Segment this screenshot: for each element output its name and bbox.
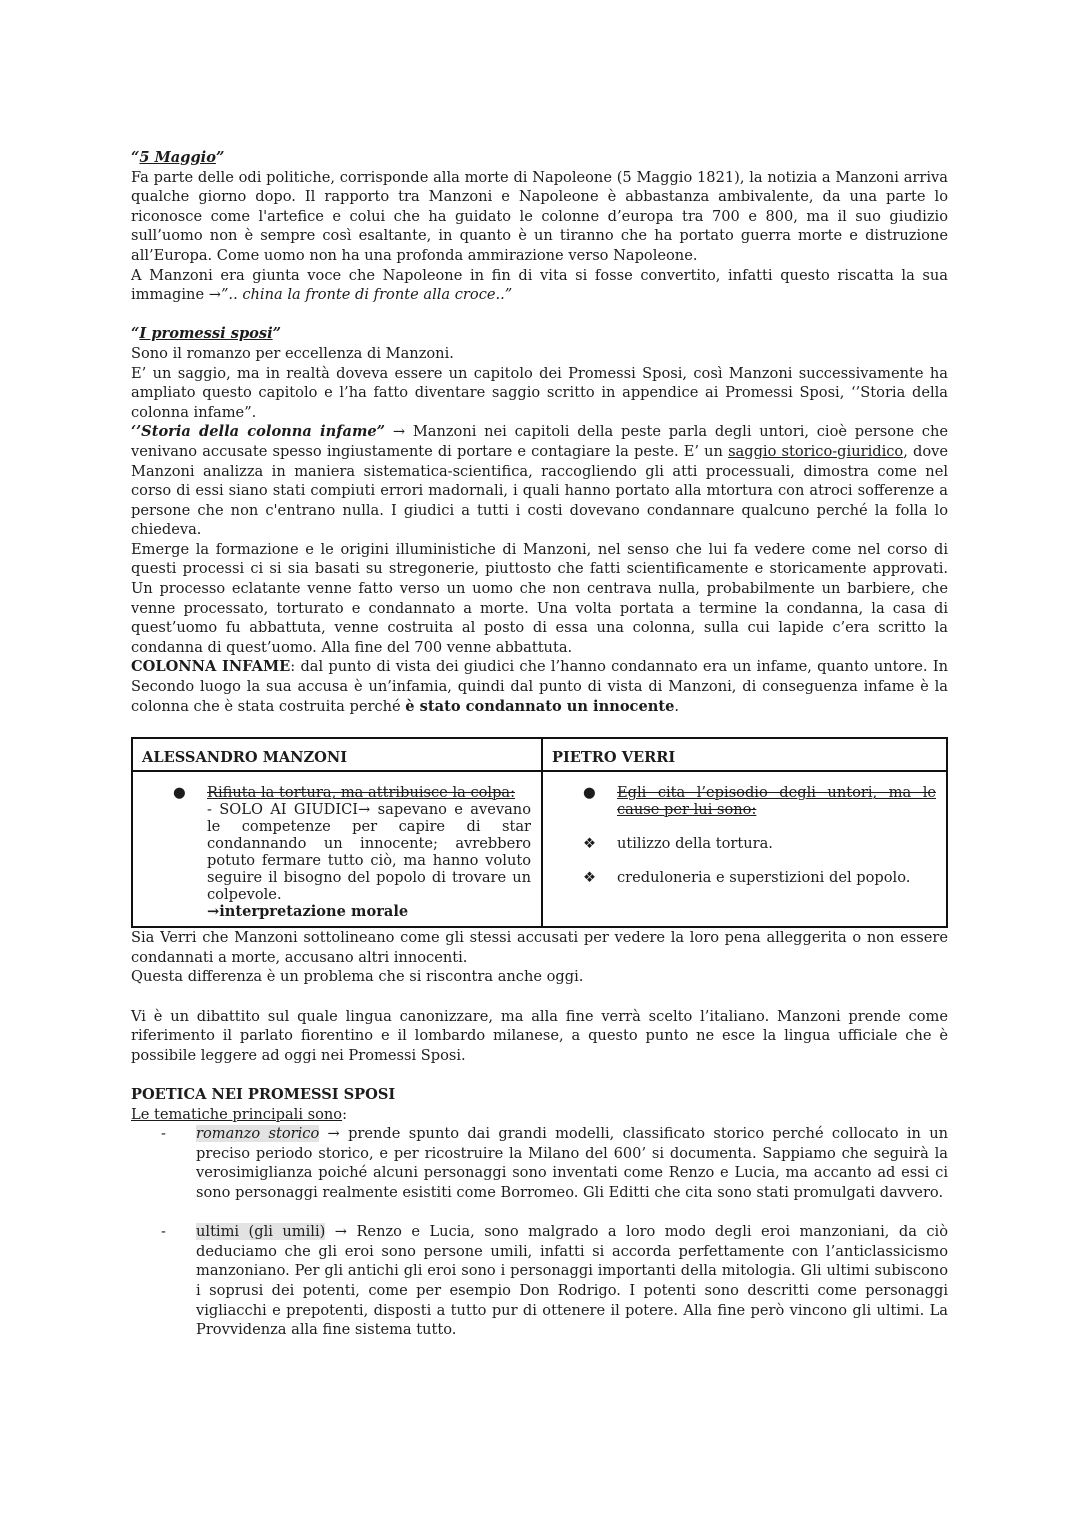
inline-label: COLONNA INFAME [131, 658, 291, 676]
table-header-verri: PIETRO VERRI [542, 738, 947, 771]
table-header-manzoni: ALESSANDRO MANZONI [132, 738, 542, 771]
bullet-icon: ● [583, 784, 596, 802]
section-heading-5-maggio: “5 Maggio” [131, 149, 225, 166]
list-item: - romanzo storico → prende spunto dai grandi modelli, classificato storico perché collocato in un preciso periodo storico, e per ricostruire la Milano del 600’ si documenta. Sappiamo che seguirà la verosimiglianza poiché alcuni personaggi sono inventati come Renzo e Lucia, ma accanto ad essi ci sono personaggi realmente esistiti come Borromeo. Gli Editti che cita sono stati promulgati davvero. [161, 1125, 948, 1201]
dash-icon: - [161, 1125, 166, 1143]
paragraph: COLONNA INFAME: dal punto di vista dei giudici che l’hanno condannato era un infame, quanto untore. In Secondo luogo la sua accusa è un’infamia, quindi dal punto di vista di Manzoni, di conseguenza infame è la colonna che è stata costruita perché è stato condannato un innocente. [131, 658, 948, 715]
bold-phrase: è stato condannato un innocente [405, 697, 675, 715]
list-item: ● Egli cita l’episodio degli untori, ma le cause per lui sono: [543, 784, 936, 818]
paragraph: Sono il romanzo per eccellenza di Manzoni. [131, 344, 454, 362]
paragraph: Emerge la formazione e le origini illuministiche di Manzoni, nel senso che lui fa vedere come nel corso di questi processi ci si sia basati su stregonerie, piuttosto che fatti scientificamente e storicamente approvati. Un processo eclatante venne fatto verso un uomo che non centrava nulla, probabilmente un barbiere, che venne processato, torturato e condannato a morte. Una volta portata a termine la condanna, la casa di quest’uomo fu abbattuta, venne costruita al posto di essa una colonna, sulla cui lapide c’era scritto la condanna di quest’uomo. Alla fine del 700 venne abbattuta. [131, 540, 948, 656]
paragraph: Sia Verri che Manzoni sottolineano come gli stessi accusati per vedere la loro pena alleggerita o non essere condannati a morte, accusano altri innocenti. [131, 929, 948, 966]
bullet-icon: ● [173, 784, 186, 802]
section-heading-poetica: POETICA NEI PROMESSI SPOSI [131, 1085, 396, 1103]
dash-icon: - [161, 1223, 166, 1241]
comparison-table [131, 737, 948, 928]
heading-title: 5 Maggio [139, 149, 216, 166]
diamond-icon: ❖ [583, 869, 597, 887]
table-cell-manzoni [132, 771, 542, 927]
paragraph: A Manzoni era giunta voce che Napoleone in fin di vita si fosse convertito, infatti questo riscatta la sua immagine →”.. china la fronte di fronte alla croce..” [131, 266, 948, 304]
list-item: - ultimi (gli umili) → Renzo e Lucia, sono malgrado a loro modo degli eroi manzoniani, da ciò deduciamo che gli eroi sono persone umili, infatti si accorda perfettamente con l’anticlassicismo manzoniano. Per gli antichi gli eroi sono i personaggi importanti della mitologia. Gli ultimi subiscono i soprusi dei potenti, come per esempio Don Rodrigo. I potenti sono descritti come personaggi vigliacchi e prepotenti, disposti a tutto pur di ottenere il potere. Alla fine però vincono gli ultimi. La Provvidenza alla fine sistema tutto. [161, 1223, 948, 1339]
table-cell-verri [542, 771, 947, 927]
heading-title: I promessi sposi [139, 325, 273, 343]
paragraph: Vi è un dibattito sul quale lingua canonizzare, ma alla fine verrà scelto l’italiano. Manzoni prende come riferimento il parlato fiorentino e il lombardo milanese, a questo punto ne esce la lingua ufficiale che è possibile leggere ad oggi nei Promessi Sposi. [131, 1007, 948, 1064]
underlined-term: saggio storico-giuridico [728, 442, 904, 460]
diamond-icon: ❖ [583, 835, 597, 853]
subheading: Le tematiche principali sono: [131, 1105, 348, 1123]
themes-list [131, 1124, 948, 1340]
list-item: ❖ creduloneria e superstizioni del popolo. [543, 869, 936, 886]
list-item: ❖ utilizzo della tortura. [543, 835, 936, 852]
section-heading-promessi-sposi: “I promessi sposi” [131, 325, 282, 343]
list-item: ● Rifiuta la tortura, ma attribuisce la colpa: - SOLO AI GIUDICI→ sapevano e avevano le competenze per capire di star condannando un innocente; avrebbero potuto fermare tutto ciò, ma hanno voluto seguire il bisogno del popolo di trovare un colpevole. →interpretazione morale [133, 784, 531, 920]
paragraph: Questa differenza è un problema che si riscontra anche oggi. [131, 968, 584, 986]
paragraph: ‘’Storia della colonna infame” → Manzoni nei capitoli della peste parla degli untori, cioè persone che venivano accusate spesso ingiustamente di portare e contagiare la peste. E’ un saggio storico-giuridico, dove Manzoni analizza in maniera sistematica-scientifica, raccogliendo gli atti processuali, dimostra come nel corso di essi siano stati compiuti errori madornali, i quali hanno portato alla mtortura con atroci sofferenze a persone che non c'entrano nulla. I giudici a tutti i costi dovevano condannare qualcuno perché la folla lo chiedeva. [131, 423, 948, 539]
document-page [131, 148, 948, 1340]
highlighted-term: romanzo storico [196, 1125, 320, 1143]
quote: ”.. china la fronte di fronte alla croce..” [220, 286, 513, 304]
inline-title: ‘’Storia della colonna infame” [131, 423, 386, 441]
paragraph: E’ un saggio, ma in realtà doveva essere un capitolo dei Promessi Sposi, così Manzoni successivamente ha ampliato questo capitolo e l’ha fatto diventare saggio scritto in appendice ai Promessi Sposi, ‘’Storia della colonna infame”. [131, 364, 948, 421]
highlighted-term: ultimi (gli umili) [196, 1223, 326, 1241]
paragraph: Fa parte delle odi politiche, corrisponde alla morte di Napoleone (5 Maggio 1821), la notizia a Manzoni arriva qualche giorno dopo. Il rapporto tra Manzoni e Napoleone è abbastanza ambivalente, da una parte lo riconosce come l'artefice e colui che ha guidato le colonne d’europa tra 700 e 800, ma il suo giudizio sull’uomo non è sempre così esaltante, in quanto è un tiranno che ha portato guerra morte e distruzione all’Europa. Come uomo non ha una profonda ammirazione verso Napoleone. [131, 168, 948, 264]
